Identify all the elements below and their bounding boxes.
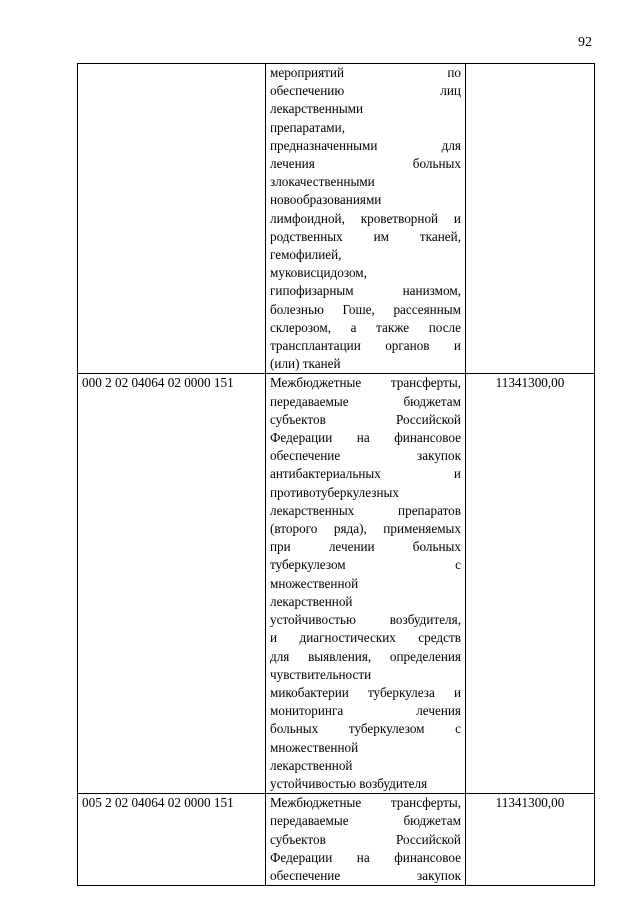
description-line: передаваемые бюджетам xyxy=(270,813,461,829)
description-line: болезнью Гоше, рассеянным xyxy=(270,301,461,317)
description-line: трансплантации органов и xyxy=(270,338,461,354)
description-line: для выявления, определения xyxy=(270,648,461,664)
description-line: гипофизарным нанизмом, xyxy=(270,283,461,299)
description-cell xyxy=(266,374,466,794)
description-line: злокачественными xyxy=(270,174,375,190)
description-line: лекарственными xyxy=(270,101,364,117)
description-line: Федерации на финансовое xyxy=(270,849,461,865)
description-cell xyxy=(266,64,466,374)
description-line: Межбюджетные трансферты, xyxy=(270,375,461,391)
description-line: при лечении больных xyxy=(270,539,461,555)
description-line: лечения больных xyxy=(270,156,461,172)
description-line: обеспечению лиц xyxy=(270,83,461,99)
description-line: муковисцидозом, xyxy=(270,265,367,281)
amount-cell: 11341300,00 xyxy=(466,794,595,886)
description-line: Федерации на финансовое xyxy=(270,430,461,446)
description-line: лимфоидной, кроветворной и xyxy=(270,210,461,226)
budget-code-cell: 005 2 02 04064 02 0000 151 xyxy=(78,794,266,886)
table-row xyxy=(78,374,595,794)
description-line: передаваемые бюджетам xyxy=(270,393,461,409)
description-line: новообразованиями xyxy=(270,192,382,208)
description-line: препаратами, xyxy=(270,119,345,135)
description-line: (второго ряда), применяемых xyxy=(270,521,461,537)
description-line: антибактериальных и xyxy=(270,466,461,482)
description-line: обеспечение закупок xyxy=(270,867,461,883)
description-line: субъектов Российской xyxy=(270,411,461,427)
description-cell xyxy=(266,794,466,886)
amount-cell: 11341300,00 xyxy=(466,374,595,794)
amount-cell xyxy=(466,64,595,374)
description-line: обеспечение закупок xyxy=(270,448,461,464)
description-line: противотуберкулезных xyxy=(270,484,399,500)
description-line: Межбюджетные трансферты, xyxy=(270,795,461,811)
description-line: туберкулезом с xyxy=(270,557,461,573)
budget-table xyxy=(77,63,595,886)
description-line: лекарственной xyxy=(270,757,353,773)
description-line: лекарственных препаратов xyxy=(270,502,461,518)
description-line: (или) тканей xyxy=(270,356,341,372)
description-line: множественной xyxy=(270,739,359,755)
description-line: больных туберкулезом с xyxy=(270,721,461,737)
description-line: лекарственной xyxy=(270,593,353,609)
table-row xyxy=(78,64,595,374)
description-line: множественной xyxy=(270,575,359,591)
description-line: субъектов Российской xyxy=(270,831,461,847)
description-line: предназначенными для xyxy=(270,137,461,153)
description-line: склерозом, а также после xyxy=(270,319,461,335)
description-line: гемофилией, xyxy=(270,247,342,263)
description-line: мониторинга лечения xyxy=(270,703,461,719)
page-number: 92 xyxy=(578,35,592,50)
description-line: устойчивостью возбудителя xyxy=(270,775,428,791)
budget-code-cell: 000 2 02 04064 02 0000 151 xyxy=(78,374,266,794)
description-line: и диагностических средств xyxy=(270,630,461,646)
description-line: мероприятий по xyxy=(270,65,461,80)
description-line: устойчивостью возбудителя, xyxy=(270,612,461,628)
table-row xyxy=(78,794,595,886)
budget-code-cell xyxy=(78,64,266,374)
description-line: родственных им тканей, xyxy=(270,228,461,244)
description-line: микобактерии туберкулеза и xyxy=(270,684,461,700)
budget-table-body xyxy=(78,64,595,886)
description-line: чувствительности xyxy=(270,666,372,682)
